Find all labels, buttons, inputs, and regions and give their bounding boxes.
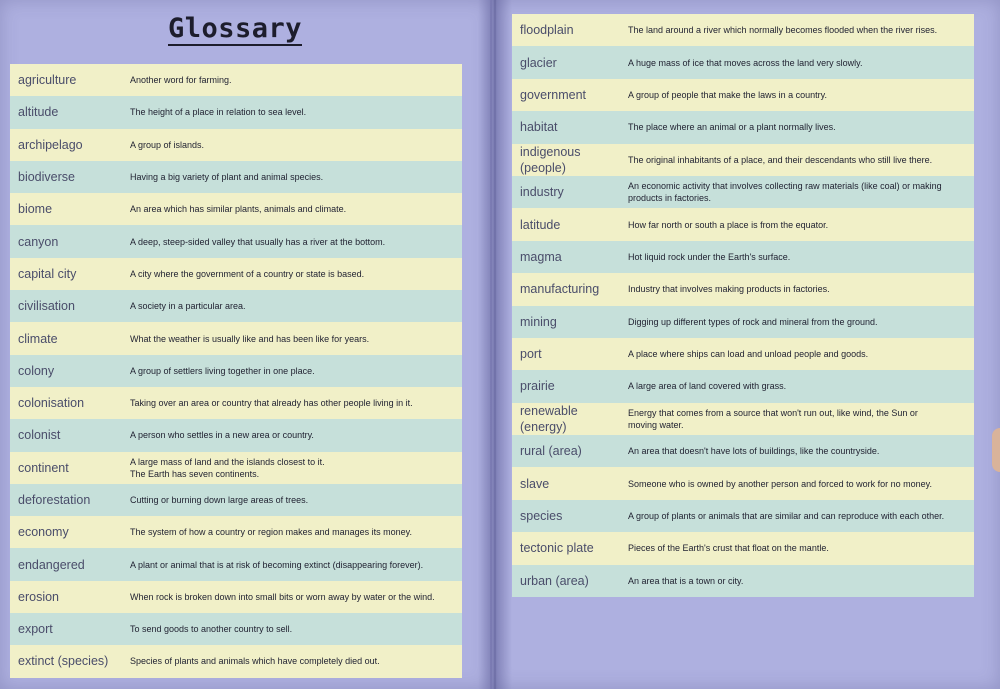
glossary-definition: A city where the government of a country or state is based. [130, 268, 365, 279]
glossary-definition: A person who settles in a new area or country. [130, 430, 314, 441]
glossary-term: rural (area) [520, 444, 582, 459]
thumb-photo [992, 428, 1000, 472]
glossary-definition: The original inhabitants of a place, and their descendants who still live there. [628, 154, 933, 165]
glossary-definition: An economic activity that involves collecting raw materials (like coal) or making products in factories. [628, 181, 942, 204]
glossary-list-left [10, 64, 462, 678]
glossary-row [512, 370, 974, 402]
glossary-term: industry [520, 185, 564, 200]
glossary-term: colonisation [18, 396, 85, 411]
glossary-definition: A huge mass of ice that moves across the land very slowly. [628, 57, 863, 68]
glossary-definition: How far north or south a place is from the equator. [628, 219, 829, 230]
glossary-row [10, 96, 462, 128]
glossary-term: mining [520, 314, 557, 329]
glossary-term: urban (area) [520, 573, 589, 588]
glossary-term: manufacturing [520, 282, 600, 297]
glossary-list-right [512, 14, 974, 597]
glossary-row [10, 129, 462, 161]
glossary-row [512, 46, 974, 78]
glossary-term: floodplain [520, 23, 574, 38]
glossary-definition: Energy that comes from a source that won't run out, like wind, the Sun or moving water. [628, 407, 918, 430]
glossary-term: colony [18, 363, 55, 378]
glossary-definition: A group of people that make the laws in a country. [628, 89, 827, 100]
glossary-term: canyon [18, 234, 59, 249]
glossary-term: altitude [18, 105, 59, 120]
glossary-row [512, 144, 974, 176]
glossary-row [512, 306, 974, 338]
glossary-term: capital city [18, 266, 77, 281]
glossary-row [10, 613, 462, 645]
glossary-definition: A deep, steep-sided valley that usually has a river at the bottom. [130, 236, 386, 247]
glossary-term: endangered [18, 557, 85, 572]
glossary-definition: A group of islands. [130, 139, 205, 150]
glossary-definition: A group of plants or animals that are similar and can reproduce with each other. [628, 511, 945, 522]
glossary-term: slave [520, 476, 550, 491]
glossary-row [512, 532, 974, 564]
glossary-row [10, 581, 462, 613]
glossary-row [10, 322, 462, 354]
glossary-row [10, 64, 462, 96]
glossary-term: renewable (energy) [520, 403, 578, 434]
glossary-definition: A plant or animal that is at risk of becoming extinct (disappearing forever). [130, 559, 424, 570]
glossary-term: extinct (species) [18, 654, 109, 669]
glossary-row [10, 548, 462, 580]
glossary-term: export [18, 622, 53, 637]
glossary-definition: What the weather is usually like and has been like for years. [130, 333, 370, 344]
glossary-term: glacier [520, 55, 557, 70]
glossary-row [10, 419, 462, 451]
glossary-definition: A large mass of land and the islands closest to it. The Earth has seven continents. [130, 456, 325, 479]
glossary-row [512, 79, 974, 111]
glossary-row [10, 161, 462, 193]
glossary-term: indigenous (people) [520, 144, 581, 175]
book-spine [478, 0, 512, 689]
glossary-row [512, 403, 974, 435]
glossary-term: prairie [520, 379, 555, 394]
glossary-term: biodiverse [18, 170, 75, 185]
glossary-row [10, 193, 462, 225]
glossary-row [512, 500, 974, 532]
glossary-definition: A large area of land covered with grass. [628, 381, 787, 392]
glossary-row [512, 176, 974, 208]
glossary-definition: A group of settlers living together in one place. [130, 365, 315, 376]
glossary-term: tectonic plate [520, 541, 594, 556]
glossary-definition: The land around a river which normally becomes flooded when the river rises. [628, 25, 938, 36]
glossary-term: government [520, 87, 587, 102]
glossary-row [512, 338, 974, 370]
glossary-definition: Having a big variety of plant and animal species. [130, 172, 324, 183]
glossary-row [10, 484, 462, 516]
glossary-definition: A society in a particular area. [130, 301, 246, 312]
glossary-definition: Industry that involves making products in factories. [628, 284, 830, 295]
glossary-row [10, 258, 462, 290]
glossary-term: colonist [18, 428, 61, 443]
glossary-definition: Digging up different types of rock and mineral from the ground. [628, 316, 878, 327]
glossary-term: habitat [520, 120, 558, 135]
page-title: Glossary [168, 13, 303, 44]
glossary-row [10, 387, 462, 419]
glossary-row [10, 355, 462, 387]
glossary-definition: An area that is a town or city. [628, 575, 744, 586]
glossary-definition: A place where ships can load and unload people and goods. [628, 349, 869, 360]
glossary-row [10, 452, 462, 484]
glossary-definition: Another word for farming. [130, 75, 232, 86]
glossary-definition: To send goods to another country to sell. [130, 624, 293, 635]
glossary-term: erosion [18, 589, 59, 604]
glossary-definition: Pieces of the Earth's crust that float on the mantle. [628, 543, 829, 554]
glossary-definition: Someone who is owned by another person and forced to work for no money. [628, 478, 933, 489]
glossary-term: port [520, 347, 542, 362]
glossary-definition: Species of plants and animals which have completely died out. [130, 656, 380, 667]
glossary-term: civilisation [18, 299, 75, 314]
glossary-definition: An area that doesn't have lots of buildings, like the countryside. [628, 446, 880, 457]
glossary-row [10, 645, 462, 677]
glossary-term: biome [18, 202, 53, 217]
glossary-definition: Taking over an area or country that already has other people living in it. [130, 398, 413, 409]
glossary-term: continent [18, 460, 69, 475]
glossary-row [512, 435, 974, 467]
glossary-row [512, 208, 974, 240]
glossary-definition: The height of a place in relation to sea level. [130, 107, 307, 118]
glossary-term: agriculture [18, 73, 77, 88]
glossary-row [512, 467, 974, 499]
glossary-row [512, 14, 974, 46]
glossary-definition: An area which has similar plants, animals and climate. [130, 204, 347, 215]
glossary-row [512, 241, 974, 273]
glossary-term: deforestation [18, 493, 91, 507]
glossary-term: economy [18, 525, 69, 540]
glossary-row [10, 290, 462, 322]
glossary-definition: Hot liquid rock under the Earth's surface. [628, 251, 791, 262]
glossary-definition: Cutting or burning down large areas of trees. [130, 495, 309, 505]
glossary-row [512, 273, 974, 305]
glossary-term: archipelago [18, 137, 83, 152]
glossary-term: latitude [520, 217, 561, 232]
glossary-row [10, 225, 462, 257]
glossary-term: magma [520, 249, 562, 264]
glossary-definition: The place where an animal or a plant normally lives. [628, 122, 836, 133]
glossary-row [10, 516, 462, 548]
glossary-term: species [520, 509, 563, 524]
glossary-definition: When rock is broken down into small bits or worn away by water or the wind. [130, 591, 435, 602]
glossary-definition: The system of how a country or region makes and manages its money. [130, 527, 412, 538]
glossary-row [512, 565, 974, 597]
glossary-row [512, 111, 974, 143]
glossary-term: climate [18, 331, 58, 346]
